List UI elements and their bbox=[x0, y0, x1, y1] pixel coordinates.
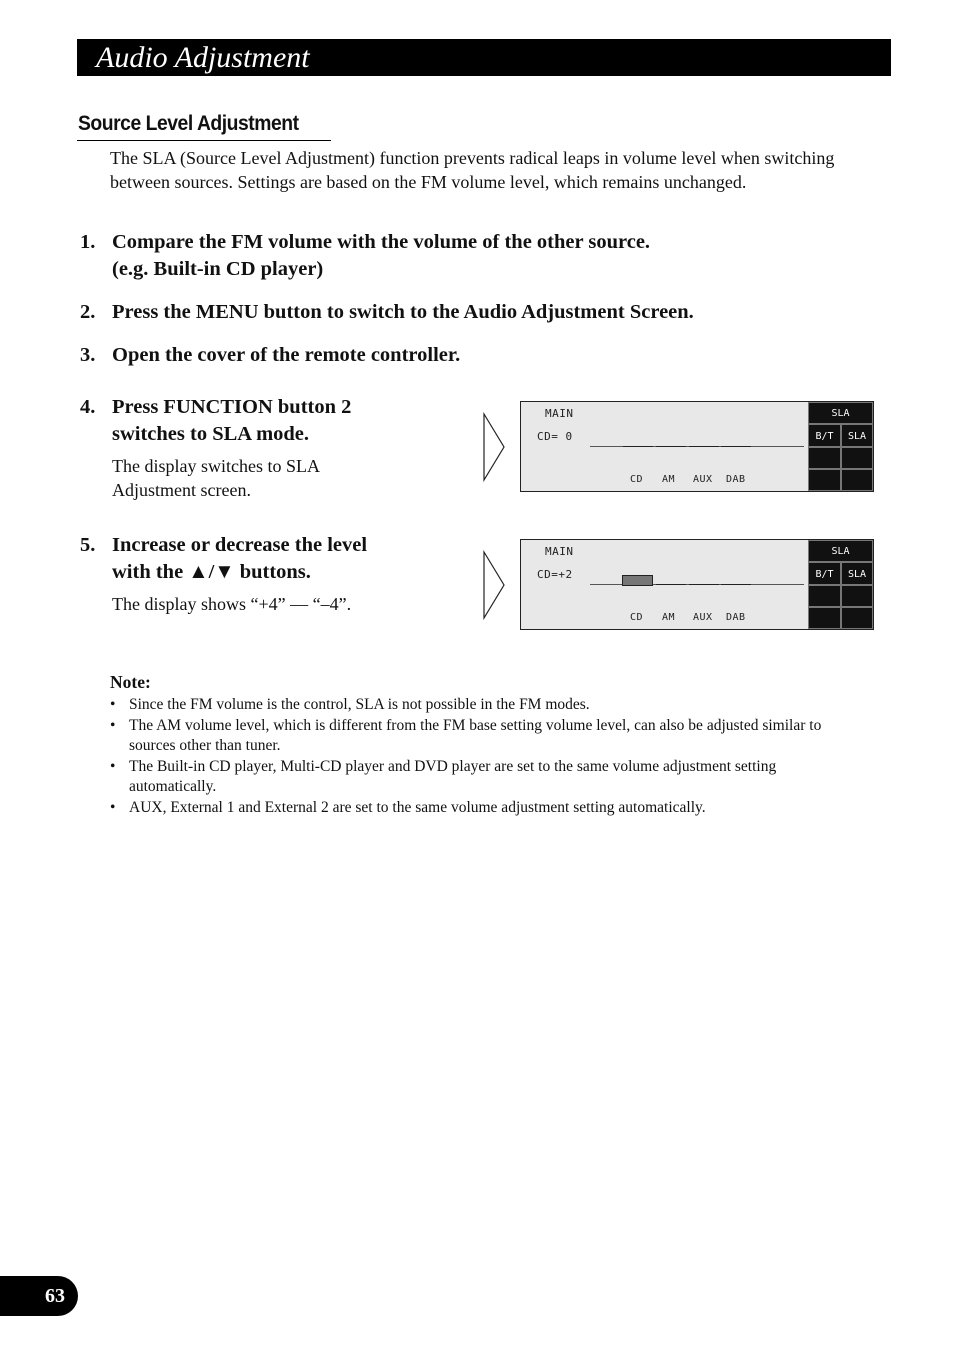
page-title: Audio Adjustment bbox=[96, 41, 310, 74]
mode-indicator: SLA bbox=[808, 540, 873, 562]
step-4-description: The display switches to SLA bbox=[112, 456, 320, 476]
header-bar bbox=[77, 39, 891, 76]
step-text: Increase or decrease the level bbox=[112, 534, 368, 556]
step-text-2: (e.g. Built-in CD player) bbox=[112, 258, 324, 280]
level-segment-cd bbox=[623, 446, 653, 447]
note-item bbox=[110, 757, 850, 798]
note-text: AUX, External 1 and External 2 are set to the same volume adjustment setting automatically. bbox=[129, 798, 706, 816]
note-text: Since the FM volume is the control, SLA is not possible in the FM modes. bbox=[129, 696, 590, 713]
note-text: The Built-in CD player, Multi-CD player and DVD player are set to the same volume adjustment setting automatically. bbox=[129, 757, 777, 795]
tab-sla: SLA bbox=[841, 424, 873, 447]
step-text: Press FUNCTION button 2 bbox=[112, 396, 352, 418]
source-cd: CD bbox=[630, 612, 644, 623]
note-item bbox=[110, 695, 850, 716]
level-segment-dab bbox=[721, 446, 751, 447]
function-cell bbox=[808, 607, 841, 629]
bullet: • bbox=[110, 757, 116, 775]
section-title: Source Level Adjustment bbox=[78, 112, 299, 135]
tab-bt: B/T bbox=[808, 562, 841, 585]
level-segment-aux bbox=[689, 584, 719, 585]
source-dab: DAB bbox=[726, 474, 746, 485]
tab-sla: SLA bbox=[841, 562, 873, 585]
level-segment-aux bbox=[689, 446, 719, 447]
page-number: 63 bbox=[45, 1285, 65, 1307]
step-text: Open the cover of the remote controller. bbox=[112, 344, 461, 366]
note-list bbox=[110, 695, 850, 818]
step-4-description-2: Adjustment screen. bbox=[112, 480, 251, 500]
function-cell bbox=[841, 585, 873, 607]
level-segment-dab bbox=[721, 584, 751, 585]
step-text-2: with the ▲/▼ buttons. bbox=[112, 561, 311, 583]
bullet: • bbox=[110, 716, 116, 734]
note-item bbox=[110, 716, 850, 757]
function-cell bbox=[808, 469, 841, 491]
mode-indicator: SLA bbox=[808, 402, 873, 424]
step-5-description: The display shows “+4” — “–4”. bbox=[112, 594, 352, 614]
tab-bt: B/T bbox=[808, 424, 841, 447]
level-segment-am bbox=[656, 584, 686, 585]
step-number: 3. bbox=[80, 344, 96, 366]
note-text: The AM volume level, which is different from the FM base setting volume level, can also be adjusted similar to sources other than tuner. bbox=[129, 716, 822, 754]
step-text: Press the MENU button to switch to the Audio Adjustment Screen. bbox=[112, 301, 694, 323]
source-dab: DAB bbox=[726, 612, 746, 623]
step-number: 2. bbox=[80, 301, 96, 323]
arrow-right-icon bbox=[482, 412, 506, 482]
lcd-display-sla bbox=[520, 401, 874, 492]
function-cell bbox=[841, 607, 873, 629]
function-cell bbox=[808, 585, 841, 607]
page-number-badge bbox=[0, 1276, 78, 1316]
step-number: 4. bbox=[80, 396, 96, 418]
function-cell bbox=[841, 447, 873, 469]
level-segment-am bbox=[656, 446, 686, 447]
lcd-display-sla-adjusted bbox=[520, 539, 874, 630]
level-bar-cd bbox=[622, 575, 653, 586]
arrow-right-icon bbox=[482, 550, 506, 620]
source-am: AM bbox=[662, 474, 676, 485]
intro-paragraph: The SLA (Source Level Adjustment) function prevents radical leaps in volume level when switching between sources. Settings are based on the FM volume level, which remains unchanged. bbox=[110, 148, 835, 192]
bullet: • bbox=[110, 696, 116, 713]
bullet: • bbox=[110, 798, 116, 816]
note-item bbox=[110, 798, 850, 819]
note-label: Note: bbox=[110, 672, 151, 692]
lcd-level-value: CD= 0 bbox=[537, 430, 573, 443]
step-text: Compare the FM volume with the volume of the other source. bbox=[112, 231, 651, 253]
step-number: 5. bbox=[80, 534, 96, 556]
function-cell bbox=[841, 469, 873, 491]
function-cell bbox=[808, 447, 841, 469]
lcd-level-value: CD=+2 bbox=[537, 568, 573, 581]
source-am: AM bbox=[662, 612, 676, 623]
section-underline bbox=[77, 140, 331, 141]
source-aux: AUX bbox=[693, 474, 713, 485]
lcd-main-label: MAIN bbox=[545, 407, 574, 420]
source-aux: AUX bbox=[693, 612, 713, 623]
source-cd: CD bbox=[630, 474, 644, 485]
lcd-main-label: MAIN bbox=[545, 545, 574, 558]
step-number: 1. bbox=[80, 231, 96, 253]
step-text-2: switches to SLA mode. bbox=[112, 423, 310, 445]
